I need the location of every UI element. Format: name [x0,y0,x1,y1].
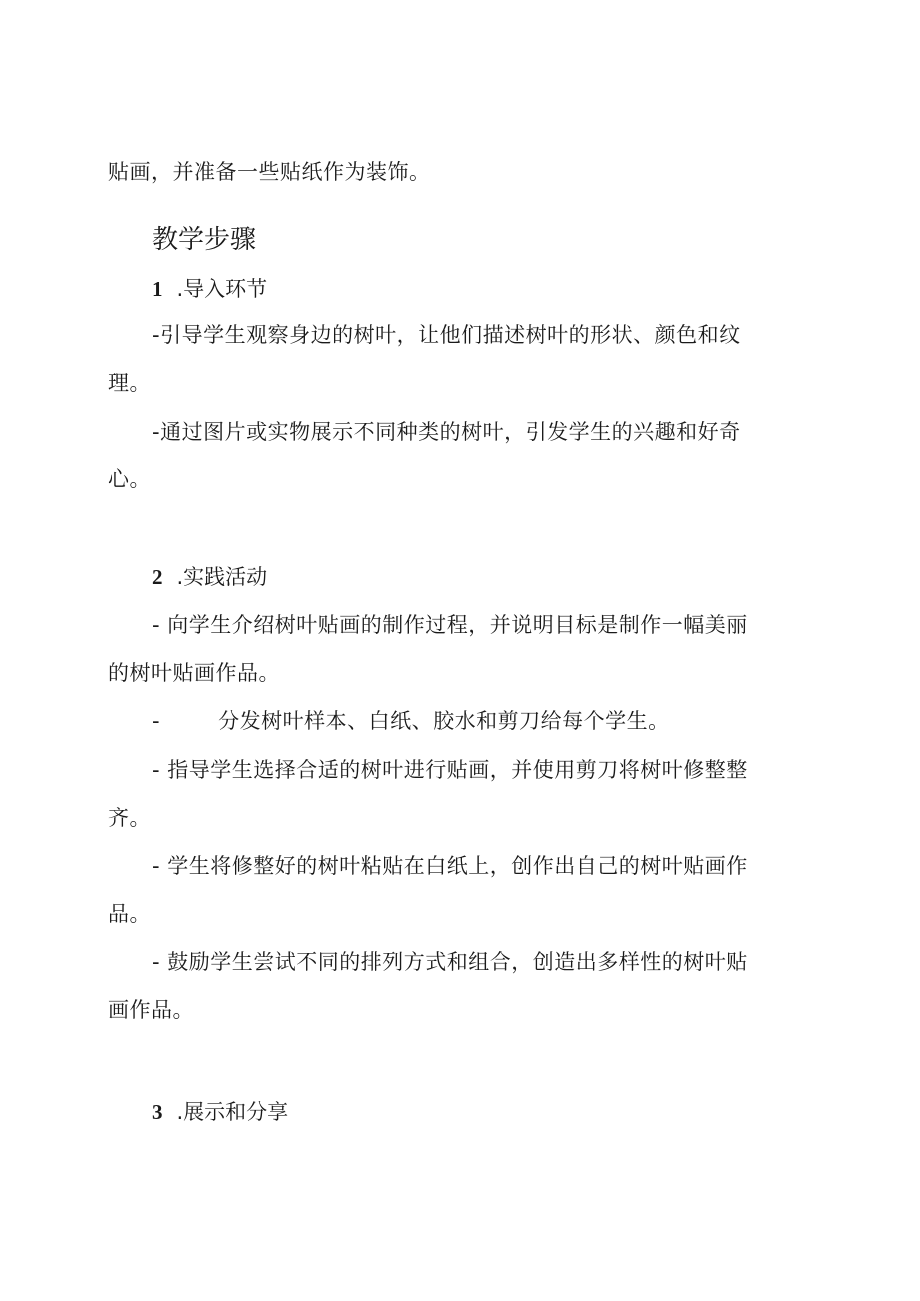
bullet-line-continued: 理。 [108,371,151,395]
step-title: .实践活动 [176,565,268,589]
step-3-heading [152,1097,288,1127]
bullet-line-continued: 品。 [108,902,151,926]
step-number: 2 [152,565,163,589]
step-2-heading [152,562,267,592]
bullet-dash: - [152,709,161,733]
step-number: 1 [152,277,163,301]
bullet-line: -引导学生观察身边的树叶，让他们描述树叶的形状、颜色和纹 [152,323,741,347]
section-title: 教学步骤 [152,225,257,255]
bullet-line: -通过图片或实物展示不同种类的树叶，引发学生的兴趣和好奇 [152,420,741,444]
bullet-line [152,706,852,736]
bullet-line: - 学生将修整好的树叶粘贴在白纸上，创作出自己的树叶贴画作 [152,854,748,878]
intro-tail-text: 贴画，并准备一些贴纸作为装饰。 [108,160,431,184]
step-title: .展示和分享 [176,1100,289,1124]
bullet-text: 分发树叶样本、白纸、胶水和剪刀给每个学生。 [218,709,670,733]
bullet-line-continued: 画作品。 [108,998,194,1022]
bullet-line-continued: 齐。 [108,806,151,830]
bullet-line: - 向学生介绍树叶贴画的制作过程，并说明目标是制作一幅美丽 [152,613,748,637]
step-1-heading [152,274,267,304]
step-number: 3 [152,1100,163,1124]
step-title: .导入环节 [176,277,268,301]
bullet-line: - 鼓励学生尝试不同的排列方式和组合，创造出多样性的树叶贴 [152,950,748,974]
bullet-line: - 指导学生选择合适的树叶进行贴画，并使用剪刀将树叶修整整 [152,758,748,782]
bullet-line-continued: 的树叶贴画作品。 [108,661,280,685]
bullet-line-continued: 心。 [108,467,151,491]
